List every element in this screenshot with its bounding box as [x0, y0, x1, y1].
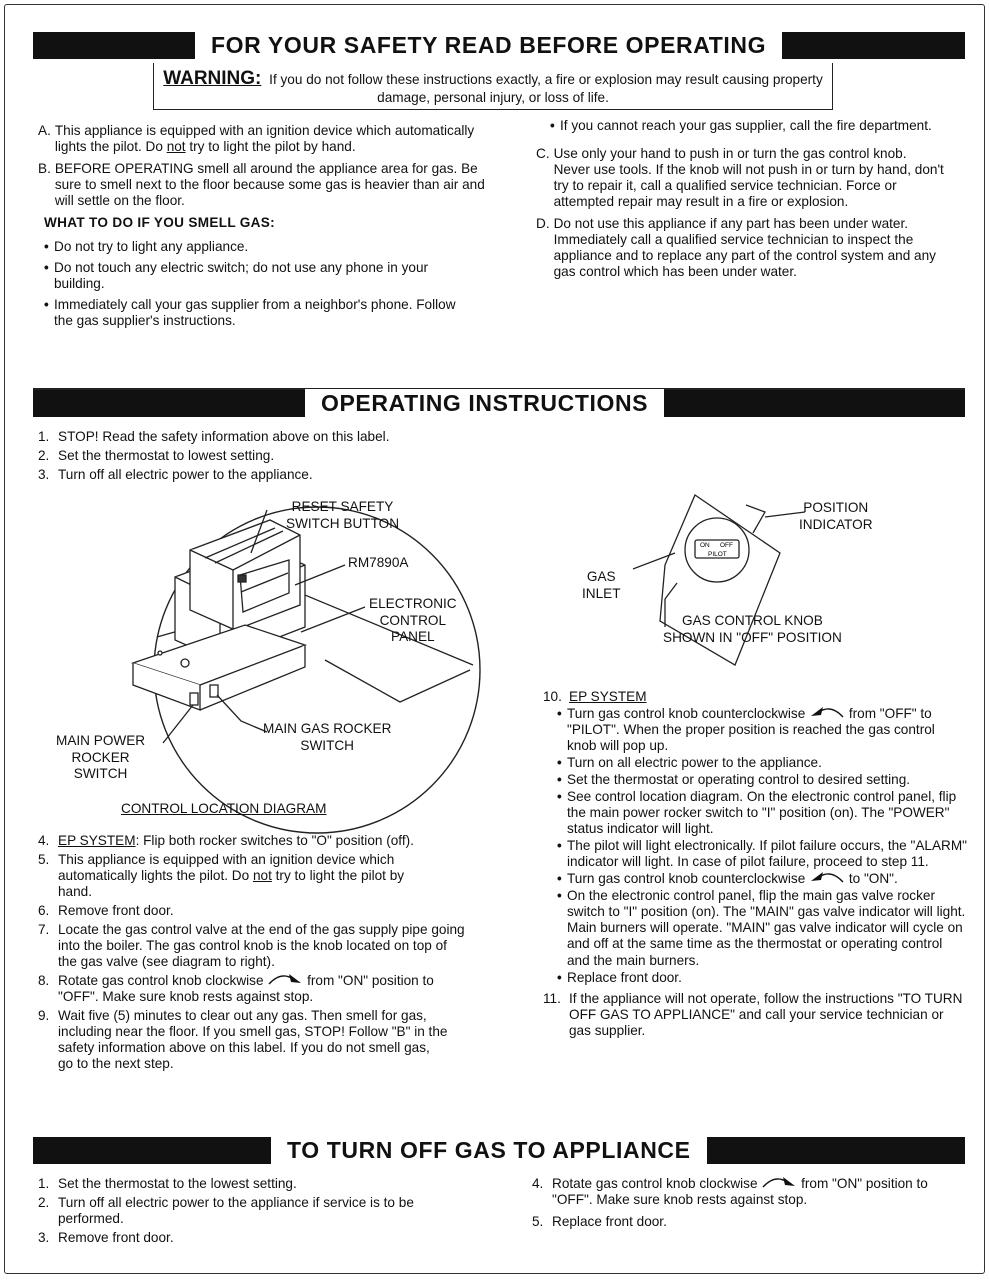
- operating-steps-right: [543, 689, 968, 1045]
- reset-button-label: RESET SAFETY SWITCH BUTTON: [286, 499, 400, 531]
- list-item: • Set the thermostat or operating control to desired setting.: [557, 772, 911, 788]
- ep-system-list: [557, 706, 968, 986]
- list-item: • See control location diagram. On the electronic control panel, flip the main power rocker switch to "I" position (on). The "POWER" status indicator will light.: [557, 789, 957, 837]
- list-item: 8. Rotate gas control knob clockwise from "ON" position to "OFF". Make sure knob rests against stop.: [38, 973, 434, 1005]
- list-item: 5. Replace front door.: [532, 1214, 667, 1230]
- counterclockwise-arrow-icon: [809, 871, 845, 883]
- warning-label: WARNING:: [163, 68, 262, 89]
- list-item: 4. Rotate gas control knob clockwise from "ON" position to "OFF". Make sure knob rests against stop.: [532, 1176, 928, 1208]
- list-item: 1. STOP! Read the safety information above on this label.: [38, 429, 390, 444]
- turnoff-steps-right: [532, 1176, 952, 1233]
- main-power-label: MAIN POWER ROCKER SWITCH: [56, 733, 146, 782]
- list-item: 1. Set the thermostat to the lowest setting.: [38, 1176, 297, 1191]
- smell-gas-heading: WHAT TO DO IF YOU SMELL GAS:: [44, 215, 275, 231]
- list-item: 7. Locate the gas control valve at the end of the gas supply pipe going into the boiler. The gas control knob is the knob located on top of the gas valve (see diagram to right).: [38, 922, 465, 970]
- safety-item-a: A. This appliance is equipped with an ignition device which automatically lights the pilot. Do not try to light the pilot by hand.: [38, 123, 475, 155]
- safety-item-b: B. BEFORE OPERATING smell all around the appliance area for gas. Be sure to smell next to the floor because some gas is heavier than air and will settle on the floor.: [38, 161, 485, 209]
- turnoff-header-bar: [33, 1137, 965, 1164]
- knob-off-label: OFF: [720, 542, 733, 549]
- list-item: • Turn gas control knob counterclockwise to "ON".: [557, 871, 898, 887]
- label-page: [4, 4, 985, 1274]
- list-item: • Turn gas control knob counterclockwise from "OFF" to "PILOT". When the proper position is reached the gas control knob will pop up.: [557, 706, 935, 754]
- safety-title: FOR YOUR SAFETY READ BEFORE OPERATING: [195, 31, 782, 59]
- knob-pilot-label: PILOT: [708, 551, 727, 558]
- list-item: • Do not touch any electric switch; do not use any phone in your building.: [44, 260, 429, 292]
- safety-item-c: C. Use only your hand to push in or turn the gas control knob. Never use tools. If the knob will not push in or turn by hand, don't try to repair it, call a qualified service technician. Force or attempted repair may result in a fire or explosion.: [536, 146, 944, 210]
- diagram-caption: CONTROL LOCATION DIAGRAM: [121, 801, 327, 816]
- position-indicator-label: POSITION INDICATOR: [799, 500, 873, 532]
- list-item: 9. Wait five (5) minutes to clear out any gas. Then smell for gas, including near the floor. If you smell gas, STOP! Follow "B" in the safety information above on this label. If you do not smell gas, go to the next step.: [38, 1008, 448, 1072]
- model-label: RM7890A: [348, 555, 409, 570]
- control-box-illustration: [133, 520, 305, 710]
- list-item: • Immediately call your gas supplier from a neighbor's phone. Follow the gas supplier's instructions.: [44, 297, 456, 329]
- list-item: • Do not try to light any appliance.: [44, 239, 249, 255]
- list-item: 11. If the appliance will not operate, follow the instructions "TO TURN OFF GAS TO APPLIANCE" and call your service technician or gas supplier.: [543, 990, 963, 1038]
- list-item: • Replace front door.: [557, 969, 682, 985]
- control-panel-label: ELECTRONIC CONTROL PANEL: [369, 596, 457, 645]
- turnoff-steps-left: [38, 1176, 458, 1249]
- knob-caption: GAS CONTROL KNOB SHOWN IN "OFF" POSITION: [663, 613, 842, 645]
- knob-on-label: ON: [700, 542, 710, 549]
- list-item: 2. Turn off all electric power to the appliance if service is to be performed.: [38, 1195, 414, 1227]
- list-item: 10. EP SYSTEM: [543, 689, 647, 704]
- clockwise-arrow-icon: [761, 1176, 797, 1188]
- floor-line: [325, 660, 470, 702]
- gas-inlet-label: GAS INLET: [582, 569, 621, 601]
- warning-text: If you do not follow these instructions exactly, a fire or explosion may result causing property damage, personal injury, or loss of life.: [269, 72, 823, 106]
- safety-item-d: D. Do not use this appliance if any part has been under water. Immediately call a qualified service technician to inspect the appliance and to replace any part of the control system and any gas control which has been under water.: [536, 216, 936, 280]
- list-item: • The pilot will light electronically. If pilot failure occurs, the "ALARM" indicator will light. In case of pilot failure, proceed to step 11.: [557, 838, 967, 870]
- operating-title: OPERATING INSTRUCTIONS: [305, 389, 664, 417]
- list-item: 4. EP SYSTEM: Flip both rocker switches to "O" position (off).: [38, 833, 414, 848]
- clockwise-arrow-icon: [267, 973, 303, 985]
- list-item: • Turn on all electric power to the appliance.: [557, 755, 822, 771]
- list-item: 3. Remove front door.: [38, 1230, 174, 1246]
- list-item: 6. Remove front door.: [38, 903, 174, 919]
- main-gas-label: MAIN GAS ROCKER SWITCH: [263, 721, 392, 753]
- operating-steps-left: [38, 833, 493, 1075]
- list-item: 5. This appliance is equipped with an ignition device which automatically lights the pilot. Do not try to light the pilot by hand.: [38, 852, 405, 900]
- list-item: 3. Turn off all electric power to the appliance.: [38, 467, 313, 483]
- counterclockwise-arrow-icon: [809, 706, 845, 718]
- turnoff-title: TO TURN OFF GAS TO APPLIANCE: [271, 1136, 707, 1164]
- list-item: • On the electronic control panel, flip the main gas valve rocker switch to "I" position (on). The "MAIN" gas valve indicator will light. Main burners will operate. "MAIN" gas valve indicator will cycle on and off at the same time as the thermostat or operating control and the main burners.: [557, 888, 966, 968]
- list-item: • If you cannot reach your gas supplier, call the fire department.: [550, 118, 932, 133]
- list-item: 2. Set the thermostat to lowest setting.: [38, 448, 275, 464]
